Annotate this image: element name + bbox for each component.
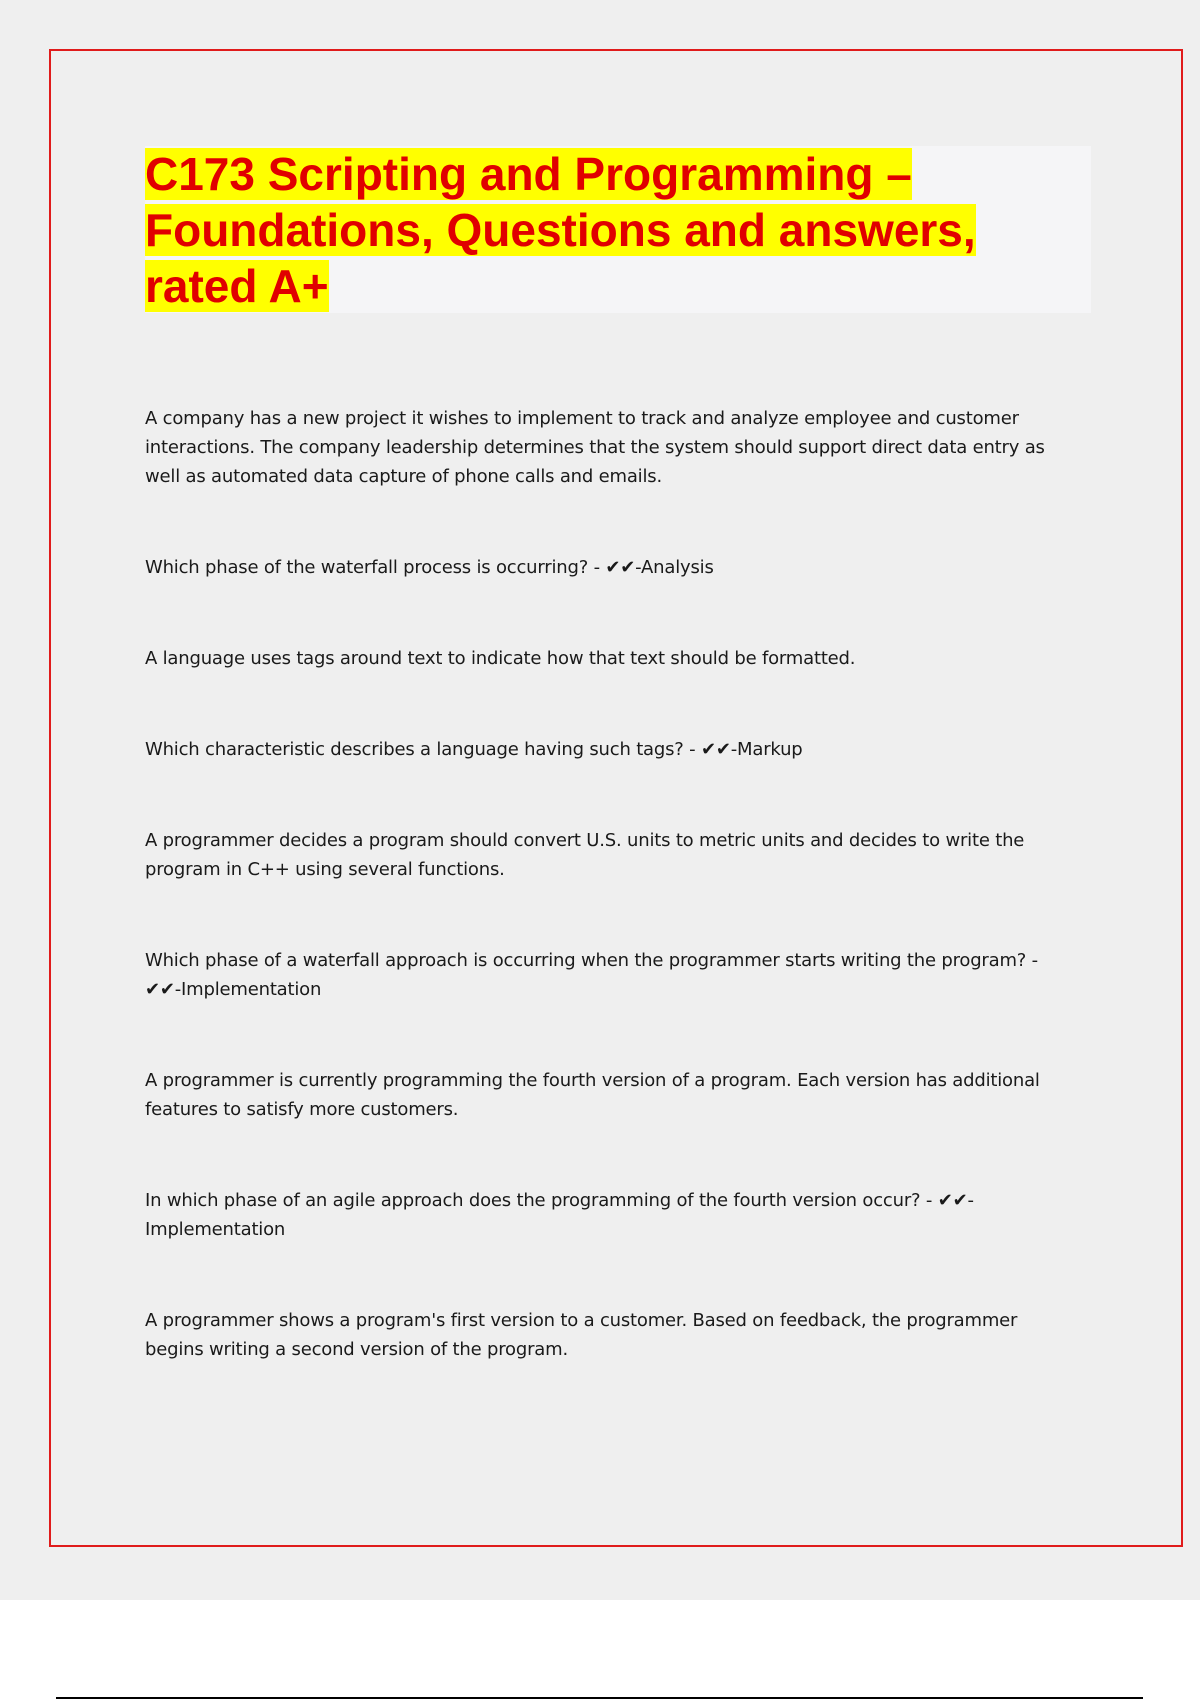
question-context-2: A language uses tags around text to indicate how that text should be formatted. — [145, 648, 856, 669]
footer-divider — [56, 1697, 1143, 1699]
title-line-1: C173 Scripting and Programming – — [145, 148, 912, 200]
document-title — [145, 146, 1025, 314]
question-context-3: A programmer decides a program should convert U.S. units to metric units and decides to write the program in C++ using several functions. — [145, 830, 1025, 880]
question-answer-1: Which phase of the waterfall process is occurring? - ✔✔-Analysis — [145, 557, 714, 578]
question-answer-3: Which phase of a waterfall approach is occurring when the programmer starts writing the program? - ✔✔-Implementation — [145, 950, 1038, 1000]
question-answer-4: In which phase of an agile approach does the programming of the fourth version occur? - ✔✔-Implementation — [145, 1190, 974, 1240]
title-line-3: rated A+ — [145, 260, 329, 312]
question-answer-2: Which characteristic describes a language having such tags? - ✔✔-Markup — [145, 739, 803, 760]
document-body — [145, 404, 1070, 1364]
question-context-5: A programmer shows a program's first version to a customer. Based on feedback, the programmer begins writing a second version of the program. — [145, 1310, 1018, 1360]
title-line-2: Foundations, Questions and answers, — [145, 204, 976, 256]
question-context-1: A company has a new project it wishes to implement to track and analyze employee and customer interactions. The company leadership determines that the system should support direct data entry as well as automated data capture of phone calls and emails. — [145, 408, 1045, 487]
question-context-4: A programmer is currently programming the fourth version of a program. Each version has additional features to satisfy more customers. — [145, 1070, 1040, 1120]
